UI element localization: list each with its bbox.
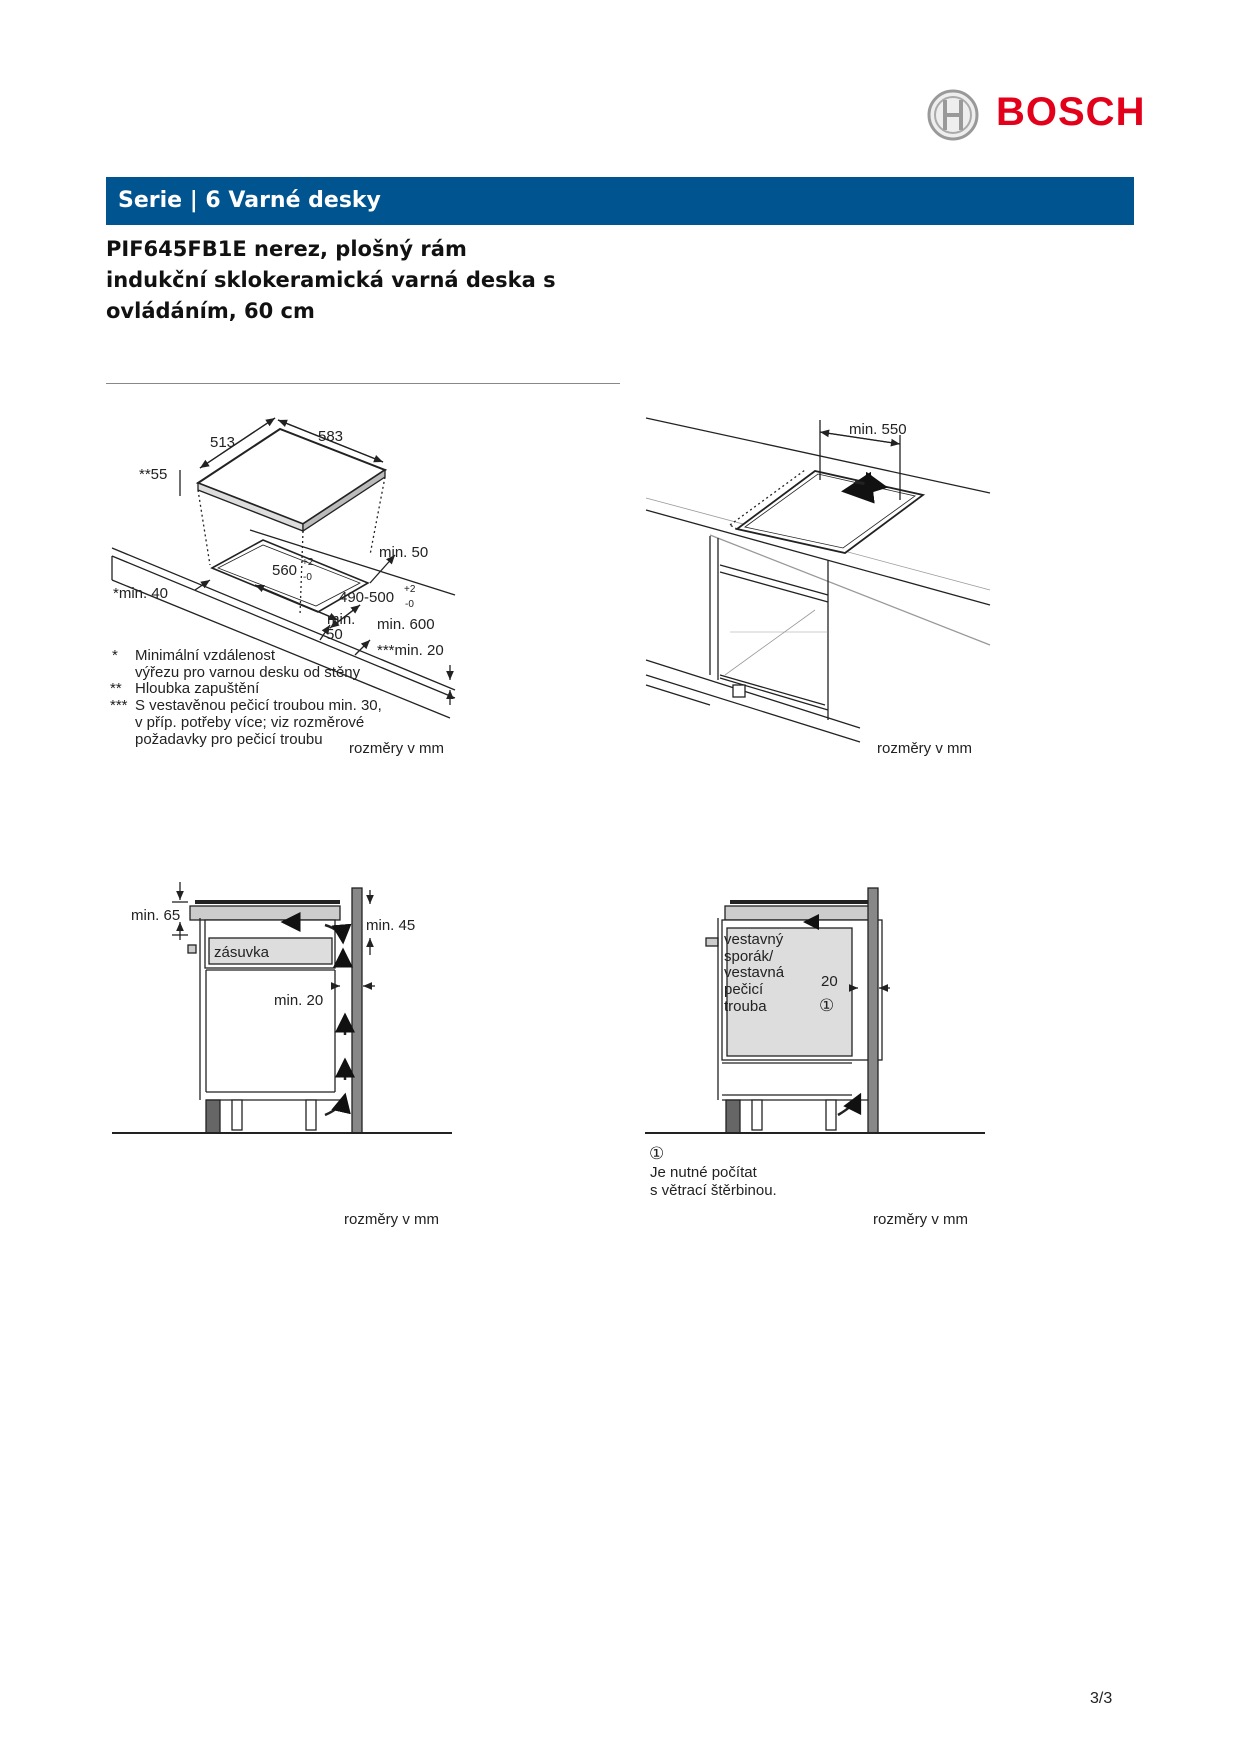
title-line: indukční sklokeramická varná deska s	[106, 268, 556, 292]
title-line: PIF645FB1E nerez, plošný rám	[106, 237, 467, 261]
dim-cutout-width-tol-down: -0	[303, 572, 312, 583]
oven-label: pečicí	[724, 981, 764, 998]
note-text: Minimální vzdálenost	[135, 647, 276, 664]
oven-label: trouba	[724, 998, 767, 1015]
note-text: Hloubka zapuštění	[135, 680, 260, 697]
diagram-installation-labels	[849, 421, 972, 757]
oven-label: vestavná	[724, 964, 785, 981]
note-text: v příp. potřeby více; viz rozměrové	[135, 714, 365, 731]
dim-min-65: min. 65	[131, 907, 181, 924]
oven-label: vestavný	[724, 931, 784, 948]
note-line: s větrací štěrbinou.	[650, 1182, 777, 1199]
dim-cutout-width: 560	[272, 562, 298, 579]
dim-min-50-right: min. 50	[379, 544, 429, 561]
dim-min-600: min. 600	[377, 616, 435, 633]
note-mark: ***	[110, 697, 128, 714]
brand-name: BOSCH	[996, 90, 1146, 134]
units-label: rozměry v mm	[349, 740, 444, 757]
dim-min-40: *min. 40	[113, 585, 169, 602]
diagram-side-oven	[645, 888, 985, 1133]
units-label: rozměry v mm	[344, 1211, 439, 1228]
units-label: rozměry v mm	[873, 1211, 968, 1228]
dim-cutout-width-tol-up: +2	[302, 557, 314, 568]
title-line: ovládáním, 60 cm	[106, 299, 315, 323]
dim-depth: 583	[318, 428, 344, 445]
dim-cutout-depth-tol-up: +2	[404, 584, 416, 595]
note-mark: **	[110, 680, 122, 697]
dim-cutout-depth: 490-500	[339, 589, 395, 606]
dim-min-20: min. 20	[274, 992, 324, 1009]
note-marker: ①	[649, 1144, 665, 1163]
vent-marker: ①	[819, 996, 835, 1015]
dim-min-20: ***min. 20	[377, 642, 444, 659]
dim-20: 20	[821, 973, 838, 990]
note-mark: *	[112, 647, 118, 664]
banner-text: Serie | 6 Varné desky	[118, 188, 381, 213]
note-text: S vestavěnou pečicí troubou min. 30,	[135, 697, 382, 714]
dim-min-50-front-value: 50	[326, 626, 343, 643]
note-line: Je nutné počítat	[650, 1164, 757, 1181]
drawer-label: zásuvka	[214, 944, 270, 961]
note-text: výřezu pro varnou desku od stěny	[135, 664, 361, 681]
dim-cutout-depth-tol-down: -0	[405, 599, 414, 610]
dim-min-550: min. 550	[849, 421, 907, 438]
dim-min-50-front: min.	[327, 611, 356, 628]
diagram-installation-perspective	[646, 418, 990, 742]
units-label: rozměry v mm	[877, 740, 972, 757]
page-number: 3/3	[1090, 1690, 1113, 1707]
dim-width: 513	[210, 434, 236, 451]
oven-label: sporák/	[724, 948, 774, 965]
dim-depth-recess: **55	[139, 466, 168, 483]
note-text: požadavky pro pečicí troubu	[135, 731, 323, 748]
dim-min-45: min. 45	[366, 917, 416, 934]
